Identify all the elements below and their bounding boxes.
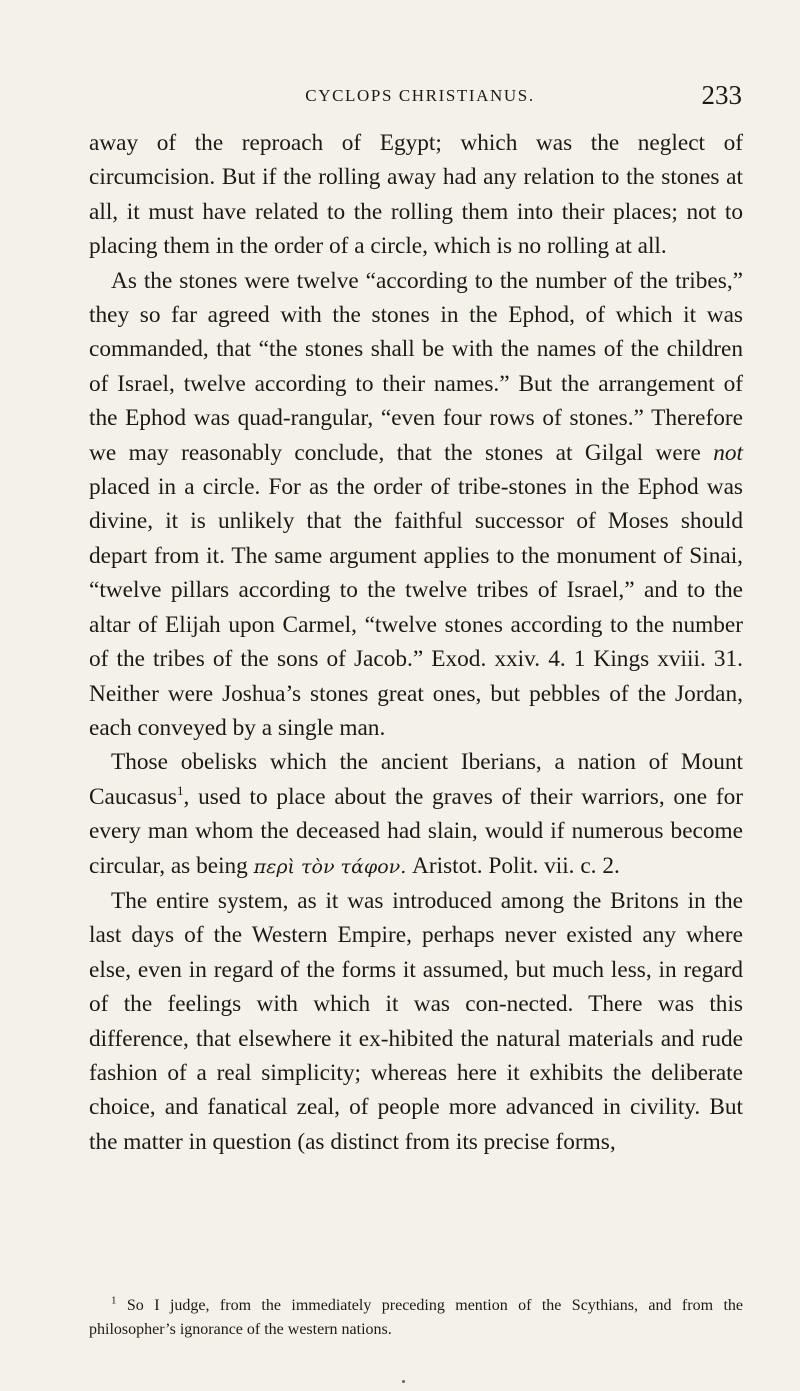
footnotes <box>89 1294 743 1342</box>
page-header <box>90 80 742 116</box>
paragraph-stones-twelve <box>89 264 743 746</box>
paragraph-text: , used to place about the graves of their warriors, one for every man whom the deceased had slain, would if numerous become circular, as being <box>89 783 743 879</box>
paragraph-continued: away of the reproach of Egypt; which was the neglect of circumcision. But if the rolling away had any relation to the stones at all, it must have related to the rolling them into their places; not to placing them in the order of a circle, which is no rolling at all. <box>89 130 743 260</box>
emphasis-not: not <box>713 439 743 466</box>
footnote <box>89 1294 743 1342</box>
footnote-reference[interactable]: 1 <box>177 782 184 798</box>
citation: Aristot. Polit. vii. c. 2. <box>406 852 620 879</box>
page-number: 233 <box>701 80 742 110</box>
body-text <box>89 126 743 1159</box>
footnote-marker: 1 <box>111 1294 117 1307</box>
paragraph-text: Those obelisks which the ancient Iberians, a nation of Mount Caucasus <box>89 749 743 810</box>
footnote-text: So I judge, from the immediately preceding mention of the Scythians, and from the philosopher’s ignorance of the western nations. <box>89 1297 743 1338</box>
paragraph-obelisks <box>89 745 743 884</box>
paragraph-text: As the stones were twelve “according to the number of the tribes,” they so far agreed with the stones in the Ephod, of which it was commanded, that “the stones shall be with the names of the children of Israel, twelve according to their names.” But the arrangement of the Ephod was quad-rangular, “even four rows of stones.” Therefore we may reasonably conclude, that the stones at Gilgal were <box>89 267 743 466</box>
greek-phrase: περὶ τὸν τάφον. <box>253 855 407 878</box>
paper-speck <box>402 1380 405 1383</box>
paragraph-entire-system: The entire system, as it was introduced among the Britons in the last days of the Western Empire, perhaps never existed any where else, even in regard of the forms it assumed, but much less, in regard of the feelings with which it was con-nected. There was this difference, that elsewhere it ex-hibited the natural materials and rude fashion of a real simplicity; whereas here it exhibits the deliberate choice, and fanatical zeal, of people more advanced in civility. But the matter in question (as distinct from its precise forms, <box>89 887 743 1155</box>
running-head: CYCLOPS CHRISTIANUS. <box>305 86 535 105</box>
paragraph-text: placed in a circle. For as the order of tribe-stones in the Ephod was divine, it is unlikely that the faithful successor of Moses should depart from it. The same argument applies to the monument of Sinai, “twelve pillars according to the twelve tribes of Israel,” and to the altar of Elijah upon Carmel, “twelve stones according to the number of the tribes of the sons of Jacob.” Exod. xxiv. 4. 1 Kings xviii. 31. Neither were Joshua’s stones great ones, but pebbles of the Jordan, each conveyed by a single man. <box>89 474 743 741</box>
